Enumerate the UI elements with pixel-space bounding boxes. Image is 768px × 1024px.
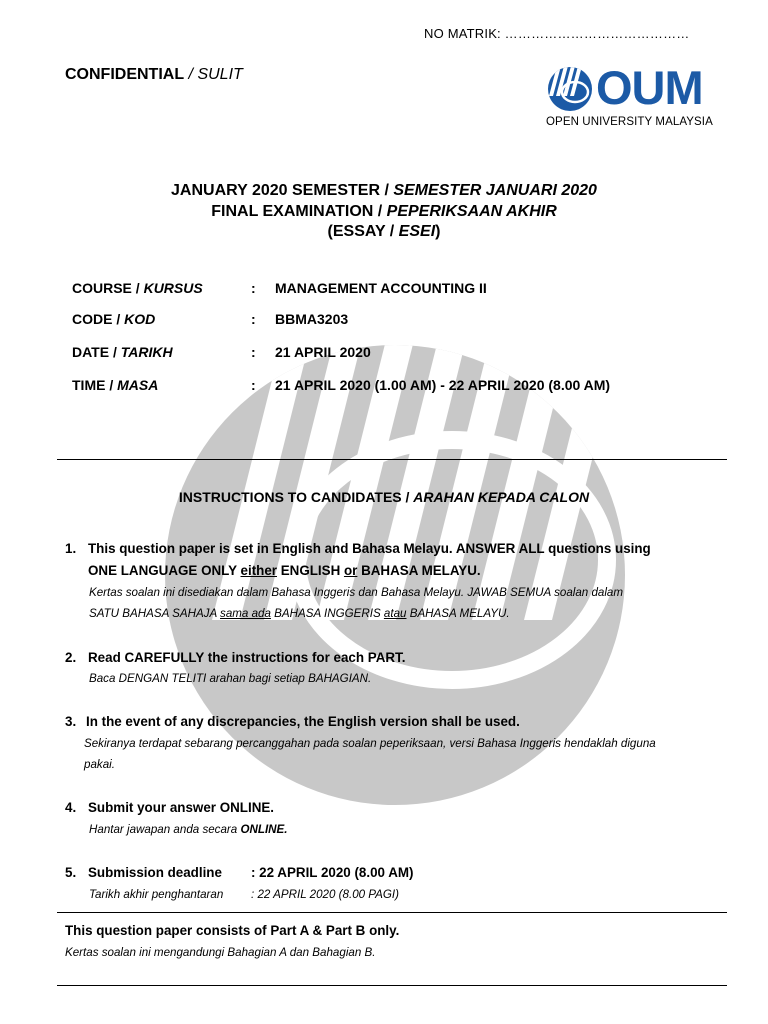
course-label-en: COURSE / xyxy=(72,280,144,296)
time-label xyxy=(72,377,158,393)
time-label-my: MASA xyxy=(117,377,159,393)
exam-type xyxy=(0,223,768,241)
code-label xyxy=(72,311,155,327)
date-value: 21 APRIL 2020 xyxy=(275,344,371,360)
instruction-1-my-l2b: BAHASA INGGERIS xyxy=(270,607,384,620)
date-colon: : xyxy=(251,344,256,360)
confidential-en: CONFIDENTIAL xyxy=(65,66,185,83)
code-label-my: KOD xyxy=(124,311,156,327)
oum-globe-icon xyxy=(547,66,593,112)
exam-en: FINAL EXAMINATION / xyxy=(211,203,387,220)
exam-type-open: (ESSAY / xyxy=(327,223,399,240)
oum-logo xyxy=(546,61,726,134)
instruction-4-number: 4. xyxy=(65,800,77,815)
instruction-1-my-line1: Kertas soalan ini disediakan dalam Bahasa Inggeris dan Bahasa Melayu. JAWAB SEMUA soalan dalam xyxy=(89,586,624,599)
semester-en: JANUARY 2020 SEMESTER / xyxy=(171,182,394,199)
exam-title xyxy=(0,203,768,221)
confidential-label xyxy=(65,66,243,84)
date-label xyxy=(72,344,173,360)
date-label-my: TARIKH xyxy=(120,344,173,360)
instruction-3-number: 3. xyxy=(65,714,77,729)
exam-my: PEPERIKSAAN AKHIR xyxy=(386,203,557,220)
confidential-my: SULIT xyxy=(197,66,243,83)
instruction-4-my-a: Hantar jawapan anda secara xyxy=(89,823,241,836)
footer-my: Kertas soalan ini mengandungi Bahagian A dan Bahagian B. xyxy=(65,946,376,959)
exam-type-close: ) xyxy=(435,223,441,240)
instruction-1-my-l2a: SATU BAHASA SAHAJA xyxy=(89,607,221,620)
matric-number-field: NO MATRIK: …………………………………… xyxy=(424,26,690,41)
instruction-1-en-line1: This question paper is set in English and Bahasa Melayu. ANSWER ALL questions using xyxy=(88,541,651,556)
instruction-4-en: Submit your answer ONLINE. xyxy=(88,800,275,815)
divider-top xyxy=(57,459,727,460)
course-colon: : xyxy=(251,280,256,296)
instruction-1-en-l2c: BAHASA MELAYU. xyxy=(357,563,481,578)
instruction-1-number: 1. xyxy=(65,541,77,556)
instruction-5-number: 5. xyxy=(65,865,77,880)
instruction-5-en-label: Submission deadline xyxy=(88,865,222,880)
instruction-5-my-label: Tarikh akhir penghantaran xyxy=(89,888,224,901)
instructions-heading-my: ARAHAN KEPADA CALON xyxy=(413,489,590,505)
instruction-2-number: 2. xyxy=(65,650,77,665)
code-value: BBMA3203 xyxy=(275,311,349,327)
semester-title xyxy=(0,182,768,200)
footer-en: This question paper consists of Part A & Part B only. xyxy=(65,923,400,938)
instruction-1-en-l2a: ONE LANGUAGE ONLY xyxy=(88,563,241,578)
instruction-1-en-line2 xyxy=(88,563,481,578)
instruction-1-my-l2c: BAHASA MELAYU. xyxy=(406,607,510,620)
instruction-2-en: Read CAREFULLY the instructions for each PART. xyxy=(88,650,406,665)
instruction-4-my-online: ONLINE. xyxy=(240,823,288,836)
time-label-en: TIME / xyxy=(72,377,118,393)
course-label-my: KURSUS xyxy=(143,280,203,296)
time-value: 21 APRIL 2020 (1.00 AM) - 22 APRIL 2020 (8.00 AM) xyxy=(275,377,611,393)
confidential-sep: / xyxy=(184,66,198,83)
code-colon: : xyxy=(251,311,256,327)
code-label-en: CODE / xyxy=(72,311,125,327)
instruction-1-either: either xyxy=(240,563,277,578)
instruction-3-my-line1: Sekiranya terdapat sebarang percanggahan pada soalan peperiksaan, versi Bahasa Inggeris hendaklah diguna xyxy=(84,737,656,750)
instruction-5-en-value: : 22 APRIL 2020 (8.00 AM) xyxy=(251,865,414,880)
exam-type-my: ESEI xyxy=(398,223,436,240)
instructions-heading-en: INSTRUCTIONS TO CANDIDATES / xyxy=(178,489,414,505)
instruction-1-or: or xyxy=(343,563,358,578)
instruction-4-my xyxy=(89,823,288,836)
instruction-1-atau: atau xyxy=(383,607,407,620)
oum-wordmark: OUM xyxy=(596,61,703,114)
instruction-2-my: Baca DENGAN TELITI arahan bagi setiap BAHAGIAN. xyxy=(89,672,372,685)
divider-footer xyxy=(57,912,727,913)
instruction-1-sama-ada: sama ada xyxy=(220,607,271,620)
instruction-1-en-l2b: ENGLISH xyxy=(277,563,344,578)
oum-subtitle: OPEN UNIVERSITY MALAYSIA xyxy=(546,116,713,128)
course-value: MANAGEMENT ACCOUNTING II xyxy=(275,280,487,296)
semester-my: SEMESTER JANUARI 2020 xyxy=(393,182,597,199)
time-colon: : xyxy=(251,377,256,393)
instruction-1-my-line2 xyxy=(89,607,510,620)
instruction-5-my-value: : 22 APRIL 2020 (8.00 PAGI) xyxy=(251,888,400,901)
date-label-en: DATE / xyxy=(72,344,121,360)
instruction-3-en: In the event of any discrepancies, the English version shall be used. xyxy=(86,714,520,729)
course-label xyxy=(72,280,203,296)
instructions-heading xyxy=(0,489,768,505)
divider-bottom xyxy=(57,985,727,986)
instruction-3-my-line2: pakai. xyxy=(84,758,115,771)
